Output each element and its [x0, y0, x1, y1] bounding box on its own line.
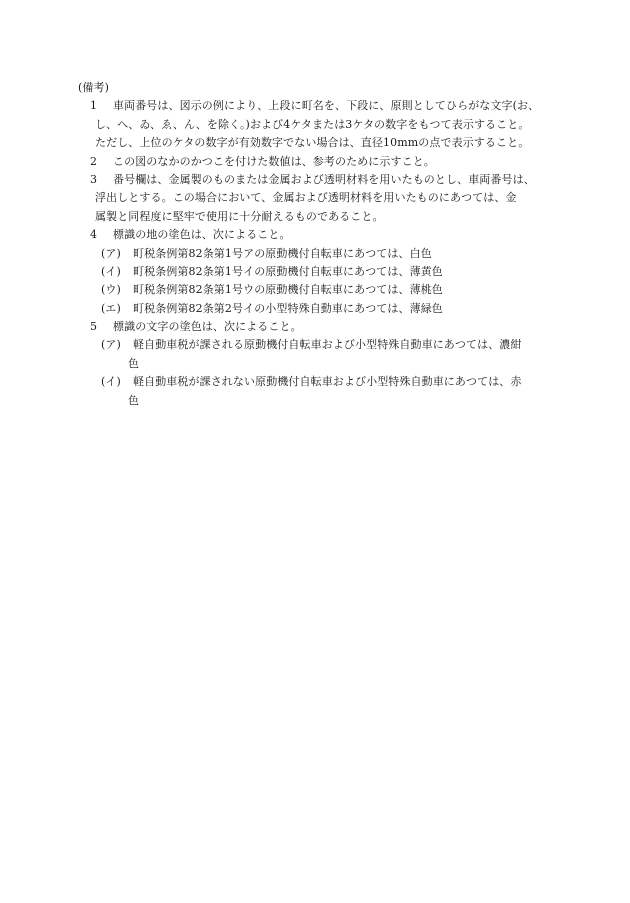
- subitem: [78, 300, 558, 318]
- subitem: [78, 263, 558, 281]
- item-number: 3: [90, 172, 98, 186]
- remark-item-5: [78, 318, 558, 410]
- subitem-text: 町税条例第82条第1号ウの原動機付自転車にあつては、薄桃色: [133, 283, 443, 297]
- subitem: [78, 245, 558, 263]
- subitem-text: 色: [128, 393, 140, 407]
- item-text: 浮出しとする。この場合において、金属および透明材料を用いたものにあつては、金: [95, 191, 517, 205]
- item-text: し、へ、ゐ、ゑ、ん、を除く。)および4ケタまたは3ケタの数字をもつて表示すること。: [95, 117, 530, 131]
- item-text: 車両番号は、図示の例により、上段に町名を、下段に、原則としてひらがな文字(お、: [113, 99, 540, 113]
- remark-item-1: [78, 97, 558, 152]
- remark-item-2: [78, 153, 558, 171]
- subitem-text: 町税条例第82条第2号イの小型特殊自動車にあつては、薄緑色: [133, 301, 443, 315]
- subitem-label: (ア): [101, 246, 121, 260]
- subitem-label: (イ): [101, 264, 121, 278]
- remarks-section: [78, 79, 558, 410]
- item-number: 2: [90, 154, 98, 168]
- item-text: ただし、上位のケタの数字が有効数字でない場合は、直径10mmの点で表示すること。: [95, 136, 530, 150]
- item-number: 1: [90, 99, 98, 113]
- subitem-text: 軽自動車税が課される原動機付自転車および小型特殊自動車にあつては、濃紺: [133, 338, 522, 352]
- item-number: 4: [90, 228, 98, 242]
- subitem-label: (イ): [101, 375, 121, 389]
- subitem-text: 軽自動車税が課されない原動機付自転車および小型特殊自動車にあつては、赤: [133, 375, 522, 389]
- subitem: [78, 336, 558, 354]
- remark-item-4: [78, 226, 558, 318]
- remarks-heading: (備考): [78, 81, 109, 94]
- item-text: 標識の文字の塗色は、次によること。: [113, 320, 302, 334]
- subitem-text: 町税条例第82条第1号イの原動機付自転車にあつては、薄黄色: [133, 264, 443, 278]
- remark-item-3: [78, 171, 558, 226]
- subitem-text: 町税条例第82条第1号アの原動機付自転車にあつては、白色: [133, 246, 432, 260]
- item-text: 標識の地の塗色は、次によること。: [113, 228, 291, 242]
- item-text: 番号欄は、金属製のものまたは金属および透明材料を用いたものとし、車両番号は、: [113, 172, 535, 186]
- subitem-label: (ウ): [101, 283, 121, 297]
- item-text: 属製と同程度に堅牢で使用に十分耐えるものであること。: [95, 209, 384, 223]
- item-text: この図のなかのかつこを付けた数値は、参考のために示すこと。: [113, 154, 435, 168]
- subitem: [78, 281, 558, 299]
- subitem: [78, 373, 558, 391]
- subitem-label: (エ): [101, 301, 121, 315]
- subitem-text: 色: [128, 356, 140, 370]
- subitem-label: (ア): [101, 338, 121, 352]
- item-number: 5: [90, 320, 98, 334]
